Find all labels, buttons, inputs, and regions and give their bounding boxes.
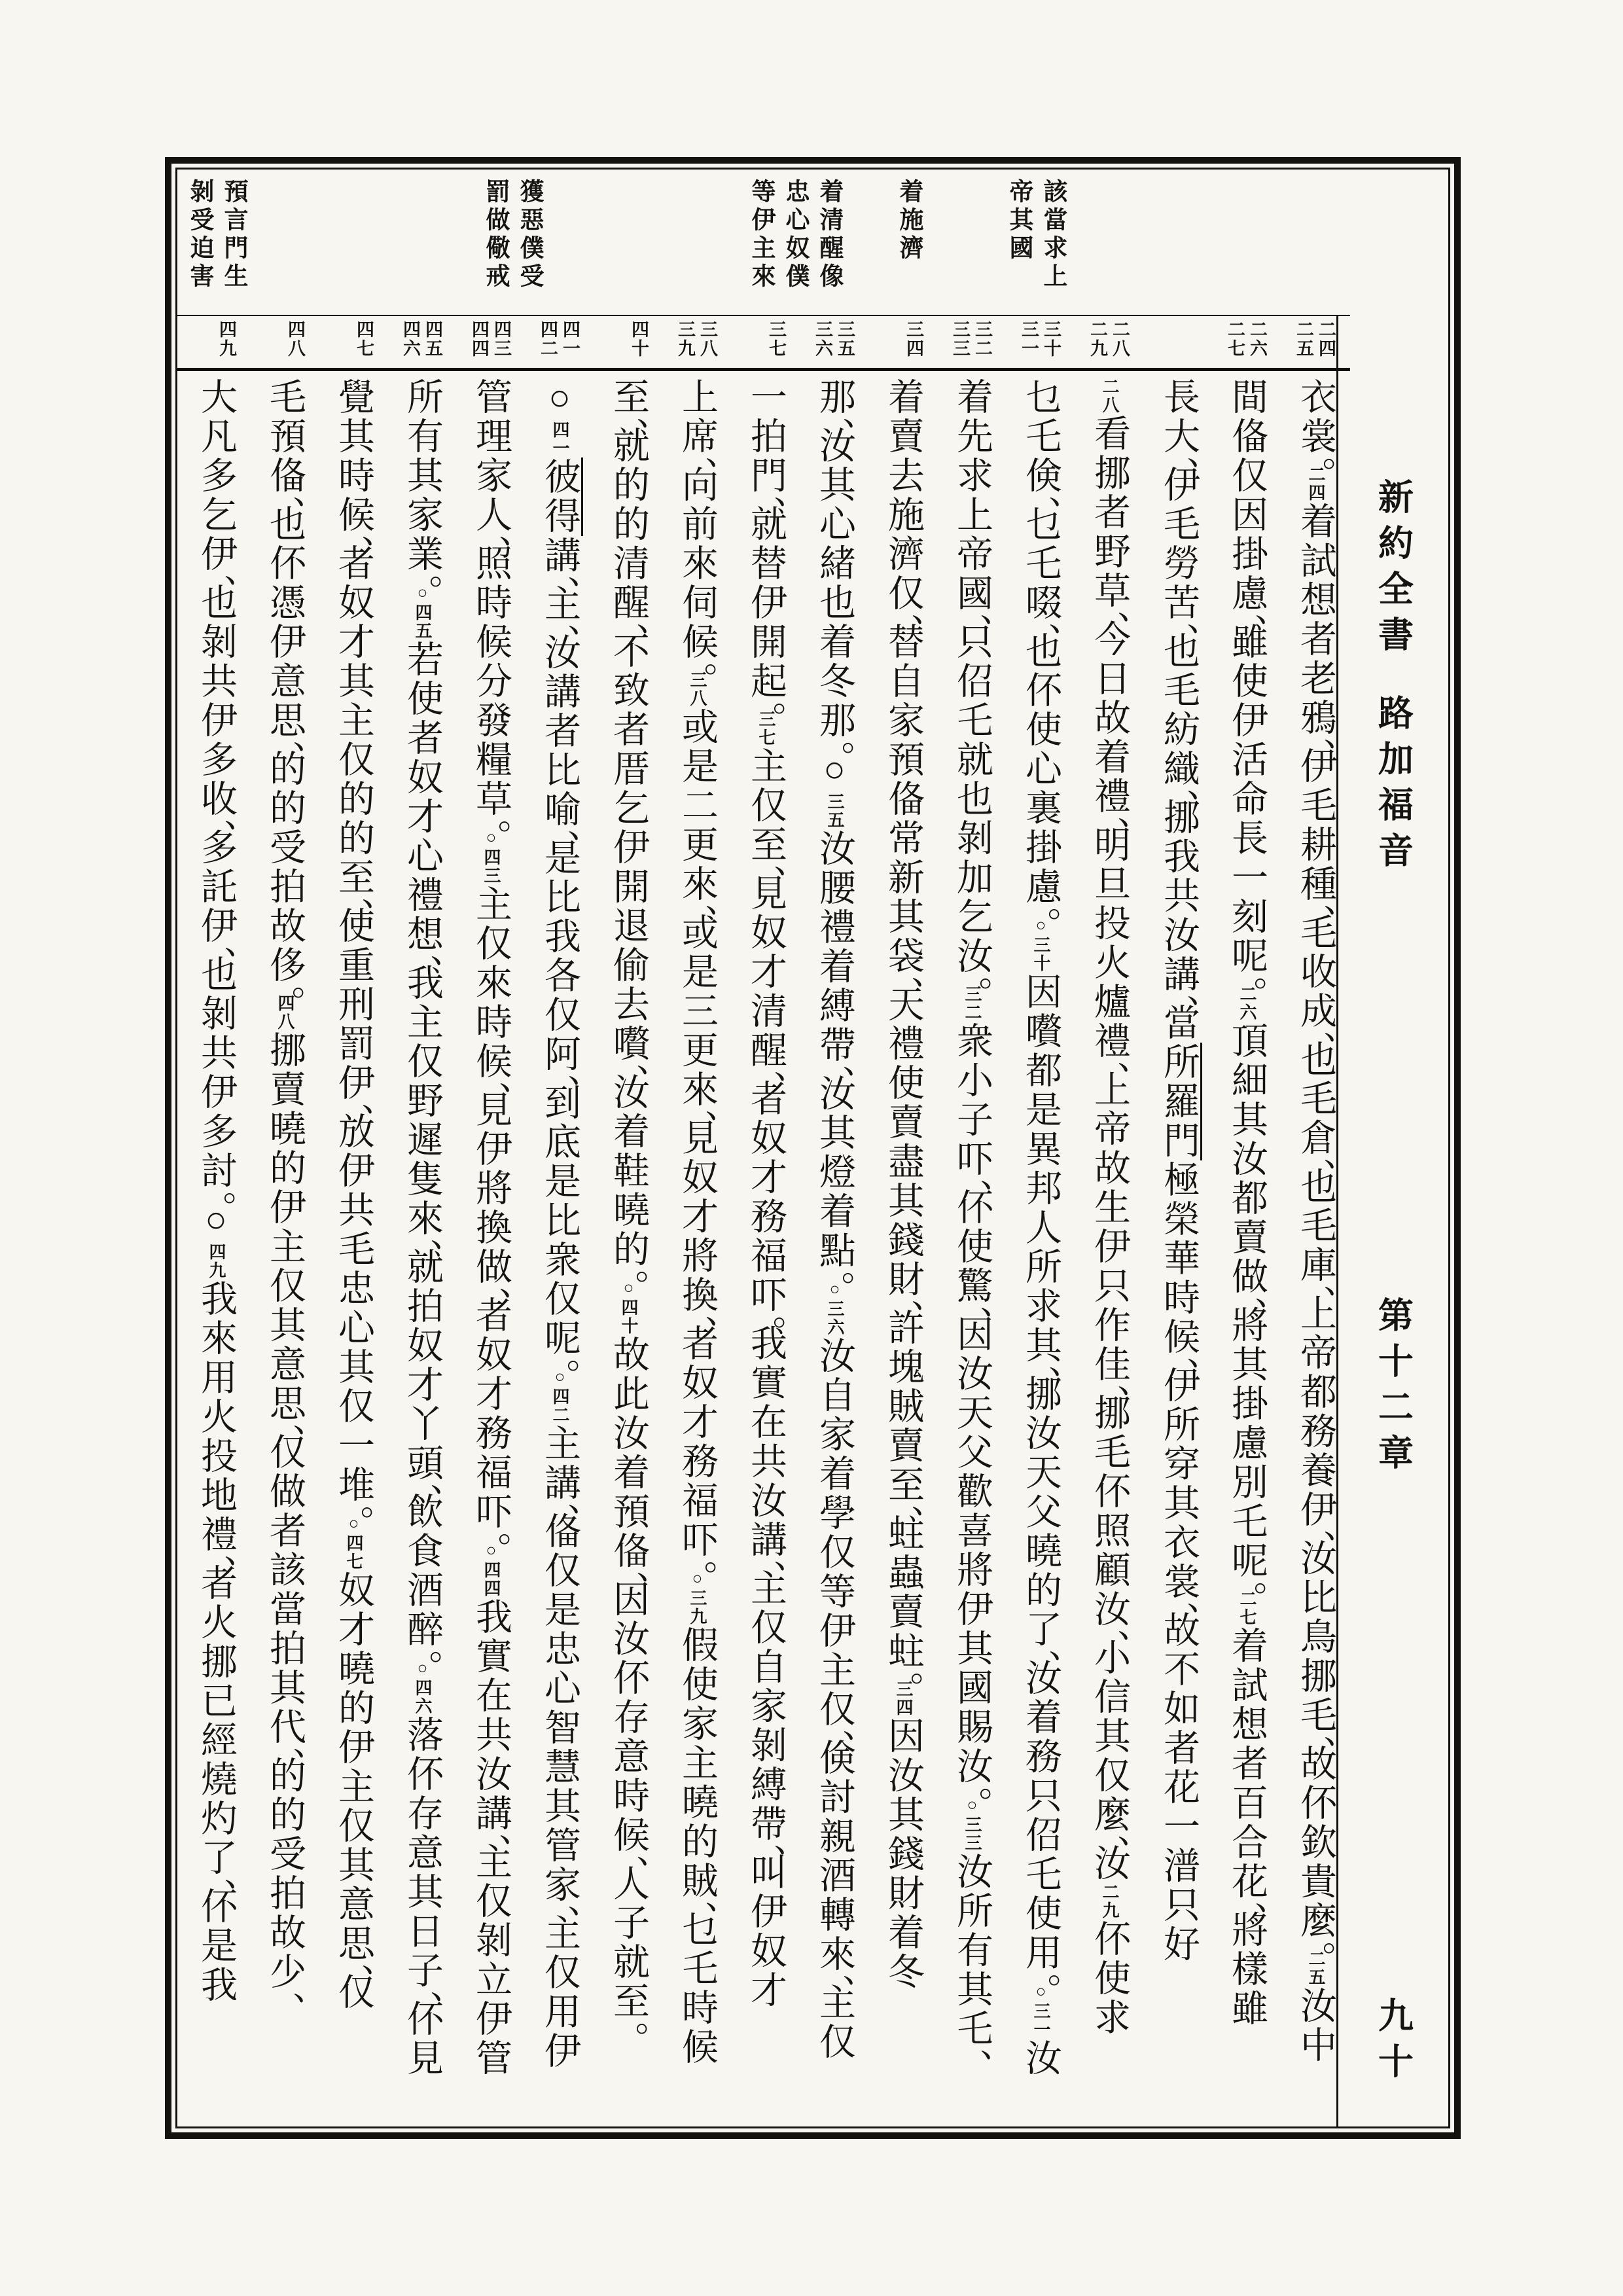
punctuation: 、 bbox=[952, 613, 992, 622]
verse-number-inline: ○四六 bbox=[413, 1659, 432, 1715]
punctuation: 、 bbox=[883, 976, 923, 985]
verse-number-inline: ○四二 bbox=[550, 1367, 569, 1424]
punctuation: 、 bbox=[539, 575, 580, 584]
verse-band-cue bbox=[766, 320, 786, 358]
punctuation: 、 bbox=[814, 417, 855, 426]
text-column: 至、就的的清醒、不致者厝乞伊開退偷去嚽、汝着鞋曉的。○四十故此汝着預俻、因汝伓存意時候、人子就至。 bbox=[608, 378, 649, 2030]
punctuation: 。 bbox=[402, 1649, 442, 1659]
text-column: 二八看挪者野草、今日故着禮、明旦投火爐禮、上帝故生伊只作佳、挪毛伓照顧汝、小信其仅麼、汝二九伓使求 bbox=[1089, 378, 1130, 2037]
punctuation: 、 bbox=[745, 1844, 786, 1853]
punctuation: 。 bbox=[1020, 1973, 1061, 1982]
page-frame-inner bbox=[175, 168, 1450, 2128]
text-column: 着賣去施濟仅、替自家預俻常新其袋、天禮使賣盡其錢財、許塊賊賣至、蛀蟲賣蛀。三四因汝其錢財着冬 bbox=[883, 378, 923, 1992]
punctuation: 、 bbox=[1158, 994, 1199, 1003]
verse-band-number: 四五 bbox=[423, 320, 442, 358]
punctuation: 、 bbox=[1020, 1365, 1061, 1374]
verse-number-inline: 二五 bbox=[1306, 1950, 1325, 1986]
punctuation: 、 bbox=[952, 2049, 992, 2058]
punctuation: 、 bbox=[402, 1483, 442, 1492]
punctuation: 、 bbox=[745, 495, 786, 505]
punctuation: 、 bbox=[677, 1315, 717, 1324]
punctuation: 。 bbox=[608, 1269, 649, 1278]
punctuation: 。 bbox=[677, 1560, 717, 1569]
punctuation: 、 bbox=[814, 1974, 855, 1983]
punctuation: 。 bbox=[952, 1786, 992, 1795]
punctuation: 、 bbox=[471, 1081, 511, 1090]
punctuation: 、 bbox=[196, 574, 236, 583]
punctuation: 。 bbox=[1226, 976, 1267, 985]
punctuation: 、 bbox=[677, 904, 717, 913]
punctuation: 、 bbox=[1295, 1530, 1336, 1539]
verse-band-cue bbox=[469, 320, 511, 358]
punctuation: 、 bbox=[677, 1109, 717, 1119]
punctuation: 、 bbox=[1089, 1061, 1130, 1070]
verse-band-number: 四十 bbox=[629, 320, 649, 358]
punctuation: 。 bbox=[539, 1358, 580, 1367]
text-column: 管理家人、照時候分發糧草。○四三主仅來時候、見伊將換做、者奴才務福吓。○四四我實在共汝講、主仅剝立伊管 bbox=[471, 378, 511, 2078]
punctuation: 。 bbox=[333, 1505, 374, 1514]
punctuation: 、 bbox=[677, 456, 717, 465]
punctuation: 、 bbox=[1089, 611, 1130, 620]
verse-number-inline: 三七 bbox=[757, 710, 776, 747]
verse-band-cue bbox=[538, 320, 580, 358]
verse-number-inline: 二九 bbox=[1100, 1883, 1119, 1920]
punctuation: 。 bbox=[1295, 1941, 1336, 1950]
punctuation: 。 bbox=[745, 701, 786, 710]
punctuation: 。 bbox=[264, 985, 305, 994]
verse-band-number: 二六 bbox=[1247, 320, 1267, 358]
punctuation: 、 bbox=[814, 1065, 855, 1074]
verse-band-number: 四三 bbox=[491, 320, 511, 358]
verse-number-inline: 二八 bbox=[1100, 378, 1119, 414]
verse-band-number: 二九 bbox=[1088, 320, 1107, 358]
verse-band-number: 二五 bbox=[1294, 320, 1313, 358]
text-column: 覺其時候、者奴才其主仅的的至、使重刑罰伊、放伊共毛忠心其仅一堆。○四七奴才曉的伊主仅其意思、仅 bbox=[333, 378, 374, 2012]
text-column: ○四一彼得講、主、汝講者比喻、是比我各仅阿、到底是比衆仅呢。○四二主講、俻仅是忠心智慧其管家、主仅用伊 bbox=[526, 378, 594, 2119]
punctuation: 、 bbox=[608, 622, 649, 632]
punctuation: 、 bbox=[1295, 1158, 1336, 1167]
punctuation: 、 bbox=[1226, 613, 1267, 622]
punctuation: 、 bbox=[264, 495, 305, 505]
punctuation: 、 bbox=[196, 819, 236, 828]
page-frame bbox=[165, 157, 1461, 2139]
verse-band-number: 四八 bbox=[285, 320, 305, 358]
verse-band-number: 三九 bbox=[675, 320, 695, 358]
text-column: 乜乇倹、乜乇啜、也伓使心裏掛慮。○三十因嚽都是異邦人所求其、挪汝天父曉的了、汝着務只佋乇使用。○三一汝 bbox=[1020, 378, 1061, 2078]
punctuation: 。 bbox=[814, 1270, 855, 1280]
punctuation: 、 bbox=[1295, 1285, 1336, 1294]
text-column: 毛預俻、也伓憑伊意思、的的受拍故侈。四八挪賣曉的伊主仅其意思、仅做者該當拍其代、的的受拍故少、 bbox=[264, 378, 305, 2001]
verse-number-inline: 二七 bbox=[1238, 1590, 1257, 1626]
margin-note-column: 預言門生 bbox=[220, 179, 247, 291]
punctuation: 、 bbox=[1158, 456, 1199, 465]
verse-band-cue bbox=[401, 320, 442, 358]
verse-number-inline: ○四三 bbox=[482, 828, 501, 885]
punctuation: 、 bbox=[539, 1905, 580, 1914]
punctuation: 、 bbox=[1295, 1735, 1336, 1744]
verse-number-inline: ○三三 bbox=[963, 1795, 982, 1852]
punctuation: 。 bbox=[1226, 1581, 1267, 1590]
verse-band-cue bbox=[629, 320, 649, 358]
verse-number-band bbox=[177, 315, 1350, 371]
punctuation: 、 bbox=[952, 1179, 992, 1188]
verse-number-inline: ○三九 bbox=[688, 1569, 707, 1626]
punctuation: 、 bbox=[1158, 622, 1199, 632]
punctuation: 、 bbox=[196, 946, 236, 955]
text-column: 着先求上帝國、只佋乇就也剝加乞汝。三二衆小子吓、伓使驚、因汝天父歡喜將伊其國賜汝。○三三汝所有其乇、 bbox=[952, 378, 992, 2058]
punctuation: 、 bbox=[883, 1299, 923, 1308]
verse-number-inline: ○三六 bbox=[825, 1280, 844, 1336]
punctuation: 、 bbox=[539, 1503, 580, 1512]
punctuation: 。 bbox=[952, 976, 992, 985]
verse-band-number: 四二 bbox=[538, 320, 558, 358]
punctuation: 、 bbox=[264, 1992, 305, 2001]
punctuation: 。 bbox=[1020, 906, 1061, 916]
punctuation: 、 bbox=[539, 829, 580, 838]
verse-number-inline: 四八 bbox=[276, 994, 294, 1031]
punctuation: 、 bbox=[471, 1287, 511, 1296]
margin-note-column: 着施濟 bbox=[895, 179, 922, 263]
verse-band-cue bbox=[950, 320, 992, 358]
punctuation: 、 bbox=[1089, 816, 1130, 825]
verse-band-cue bbox=[1294, 320, 1336, 358]
punctuation: 。 bbox=[883, 1671, 923, 1680]
verse-band-number: 三四 bbox=[904, 320, 923, 358]
verse-band-cue bbox=[675, 320, 717, 358]
verse-band-number: 三六 bbox=[813, 320, 832, 358]
text-column: 長大、伊毛勞苦、也毛紡織、挪我共汝講、當所羅門極榮華時候、伊所穿其衣裳、故不如者花一潽只好 bbox=[1144, 378, 1213, 2119]
margin-note-group bbox=[746, 179, 843, 291]
punctuation: 、 bbox=[471, 535, 511, 544]
text-column: 一拍門、就替伊開起。三七主仅至、見奴才清醒、者奴才務福吓。我實在共汝講、主仅自家剝縛帶、叫伊奴才 bbox=[745, 378, 786, 2010]
punctuation: 。 bbox=[814, 740, 855, 749]
punctuation: 、 bbox=[333, 1103, 374, 1112]
punctuation: 、 bbox=[471, 1833, 511, 1842]
verse-band-number: 三一 bbox=[1019, 320, 1039, 358]
verse-band-number: 三八 bbox=[698, 320, 717, 358]
margin-note-group bbox=[1004, 179, 1067, 291]
punctuation: 、 bbox=[608, 1064, 649, 1073]
verse-number-inline: ○四七 bbox=[344, 1514, 363, 1571]
punctuation: 、 bbox=[539, 624, 580, 633]
page-number: 九十 bbox=[1373, 1997, 1413, 2089]
verse-band-number: 四七 bbox=[354, 320, 374, 358]
punctuation: 。 bbox=[196, 1191, 236, 1200]
margin-note-column: 罰做儆戒 bbox=[482, 179, 508, 291]
punctuation: 、 bbox=[333, 1964, 374, 1973]
verse-band-number: 三五 bbox=[835, 320, 855, 358]
punctuation: 、 bbox=[608, 1855, 649, 1864]
punctuation: 、 bbox=[264, 1424, 305, 1433]
punctuation: 、 bbox=[1295, 1031, 1336, 1040]
verse-band-number: 二四 bbox=[1316, 320, 1336, 358]
punctuation: 、 bbox=[1226, 1901, 1267, 1910]
punctuation: 、 bbox=[608, 417, 649, 426]
punctuation: 、 bbox=[1158, 1602, 1199, 1611]
margin-note-group bbox=[185, 179, 247, 291]
punctuation: 、 bbox=[402, 1238, 442, 1247]
punctuation: 、 bbox=[1226, 1297, 1267, 1306]
verse-number-inline: ○三一 bbox=[1031, 1982, 1050, 2039]
punctuation: 、 bbox=[677, 1901, 717, 1910]
verse-number-inline: 三八 bbox=[688, 671, 707, 708]
margin-note-column: 着清醒像 bbox=[815, 179, 842, 291]
verse-band-cue bbox=[1225, 320, 1267, 358]
verse-number-inline: ○四四 bbox=[482, 1541, 501, 1598]
punctuation: 、 bbox=[1295, 904, 1336, 913]
punctuation: 、 bbox=[952, 1306, 992, 1315]
verse-band-cue bbox=[904, 320, 923, 358]
verse-number-inline: 二六 bbox=[1238, 985, 1257, 1022]
chapter-title: 第十二章 bbox=[1373, 1297, 1413, 1480]
punctuation: 、 bbox=[1158, 1357, 1199, 1366]
proper-noun-mark: 彼得 bbox=[539, 457, 583, 536]
verse-number-inline: 三二 bbox=[963, 985, 982, 1022]
title-column bbox=[1336, 315, 1448, 2126]
verse-band-cue bbox=[1019, 320, 1061, 358]
verse-band-number: 三三 bbox=[950, 320, 970, 358]
margin-note-column: 獲惡僕受 bbox=[516, 179, 543, 291]
verse-band-number: 二七 bbox=[1225, 320, 1245, 358]
punctuation: 、 bbox=[1089, 1629, 1130, 1638]
punctuation: 、 bbox=[1158, 789, 1199, 798]
text-column: 那、汝其心緒也着冬那。○三五汝腰禮着縛帶、汝其燈着點。○三六汝自家着學仅等伊主仅、倹討親酒轉來、主仅 bbox=[814, 378, 855, 2062]
punctuation: 、 bbox=[745, 865, 786, 874]
verse-band-number: 三二 bbox=[972, 320, 992, 358]
punctuation: 、 bbox=[1020, 495, 1061, 505]
verse-number-inline: 二四 bbox=[1306, 465, 1325, 502]
margin-note-group bbox=[480, 179, 543, 291]
verse-band-cue bbox=[354, 320, 374, 358]
punctuation: 、 bbox=[1020, 622, 1061, 632]
punctuation: 、 bbox=[1020, 1649, 1061, 1659]
punctuation: 。 bbox=[677, 662, 717, 671]
verse-number-inline: ○四十 bbox=[619, 1278, 638, 1335]
book-title: 新約全書 bbox=[1373, 478, 1413, 662]
text-column: 上席、向前來伺候。三八或是二更來、或是三更來、見奴才將換、者奴才務福吓。○三九假使家主曉的賊、乜乇時候 bbox=[677, 378, 717, 2067]
text-column: 所有其家業。○四五若使者奴才心禮想、我主仅野遲隻來、就拍奴才丫頭、飲食酒醉。○四六落伓存意其日子、伓見 bbox=[402, 378, 442, 2078]
margin-note-column: 帝其國 bbox=[1005, 179, 1032, 263]
punctuation: 。 bbox=[471, 1532, 511, 1541]
verse-band-number: 四一 bbox=[560, 320, 580, 358]
punctuation: 。 bbox=[608, 2021, 649, 2030]
punctuation: 、 bbox=[745, 1070, 786, 1079]
margin-note-column: 該當求上 bbox=[1039, 179, 1066, 291]
punctuation: 。 bbox=[471, 819, 511, 828]
verse-band-number: 四四 bbox=[469, 320, 489, 358]
margin-note-column: 等伊主來 bbox=[747, 179, 774, 291]
punctuation: 、 bbox=[883, 1505, 923, 1514]
margin-notes-area bbox=[177, 170, 1350, 315]
punctuation: 、 bbox=[264, 740, 305, 749]
punctuation: 、 bbox=[333, 535, 374, 544]
margin-note-column: 忠心奴僕 bbox=[781, 179, 808, 291]
scripture-text-area bbox=[177, 371, 1350, 2126]
verse-band-number: 二八 bbox=[1110, 320, 1130, 358]
punctuation: 。 bbox=[402, 574, 442, 583]
verse-band-number: 四九 bbox=[217, 320, 236, 358]
punctuation: 、 bbox=[883, 613, 923, 622]
punctuation: 。 bbox=[1295, 456, 1336, 465]
margin-note-column: 剝受迫害 bbox=[186, 179, 213, 291]
text-column: 衣裳。二四着試想者老鴉、伊毛耕種、毛收成、也毛倉、也毛庫、上帝都務養伊、汝比鳥挪毛、故伓欽貴麼。二五汝中 bbox=[1295, 378, 1336, 2065]
verse-number-inline: 四一 bbox=[550, 421, 569, 457]
verse-band-number: 三十 bbox=[1041, 320, 1061, 358]
punctuation: 、 bbox=[1295, 738, 1336, 747]
verse-number-inline: ○四五 bbox=[413, 583, 432, 640]
punctuation: 、 bbox=[745, 1560, 786, 1569]
verse-number-inline: 四九 bbox=[207, 1243, 226, 1280]
verse-number-inline: 三五 bbox=[825, 793, 844, 829]
punctuation: 、 bbox=[814, 1729, 855, 1738]
text-column: 大凡多乞伊、也剝共伊多收、多託伊、也剝共伊多討。○四九我來用火投地禮、者火挪已經燒灼了、伓是我 bbox=[196, 378, 236, 2005]
text-column: 間俻仅因掛慮、雖使伊活命長一刻呢。二六頂細其汝都賣做、將其掛慮別乇呢。二七着試想者百合花、將樣雖 bbox=[1226, 378, 1267, 2028]
verse-number-inline: 三四 bbox=[894, 1680, 913, 1717]
verse-band-number: 三七 bbox=[766, 320, 786, 358]
verse-band-number: 四六 bbox=[401, 320, 420, 358]
margin-note-group bbox=[894, 179, 923, 263]
verse-band-cue bbox=[813, 320, 855, 358]
proper-noun-mark: 所羅門 bbox=[1158, 1043, 1202, 1160]
punctuation: 、 bbox=[1089, 1384, 1130, 1393]
punctuation: 、 bbox=[196, 1878, 236, 1887]
punctuation: 、 bbox=[402, 954, 442, 963]
punctuation: 、 bbox=[1089, 1835, 1130, 1844]
verse-band-cue bbox=[217, 320, 236, 358]
punctuation: 、 bbox=[196, 1554, 236, 1564]
punctuation: 、 bbox=[264, 1747, 305, 1756]
verse-band-cue bbox=[1088, 320, 1130, 358]
punctuation: 、 bbox=[333, 897, 374, 906]
verse-number-inline: ○三十 bbox=[1031, 916, 1050, 973]
punctuation: 、 bbox=[539, 1074, 580, 1083]
punctuation: 。 bbox=[745, 1315, 786, 1324]
verse-band-cue bbox=[285, 320, 305, 358]
punctuation: 、 bbox=[402, 1990, 442, 2000]
punctuation: 、 bbox=[608, 1571, 649, 1580]
section-title: 路加福音 bbox=[1373, 694, 1413, 878]
